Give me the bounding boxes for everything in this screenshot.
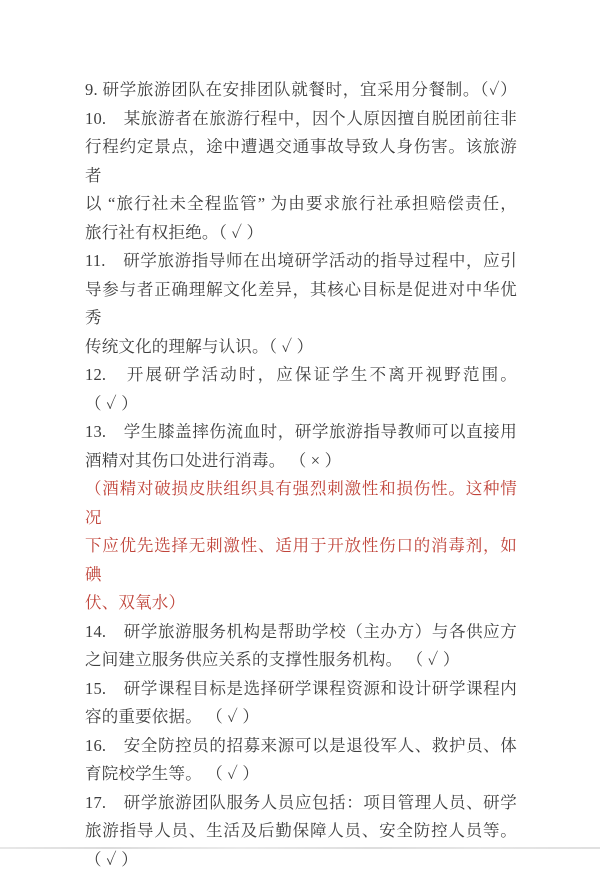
explanation-line-1: （酒精对破损皮肤组织具有强烈刺激性和损伤性。这种情况 [85,475,517,532]
question-line-q11-3: 传统文化的理解与认识。（ ✓ ） [85,333,517,362]
question-line-q15-2: 容的重要依据。 （ ✓ ） [85,703,517,732]
answer-mark-line-q12: （ ✓ ） [85,390,517,419]
question-line-q14-2: 之间建立服务供应关系的支撑性服务机构。 （ ✓ ） [85,646,517,675]
question-line-q12: 12. 开展研学活动时，应保证学生不离开视野范围。 [85,361,517,390]
question-line-q16-1: 16. 安全防控员的招募来源可以是退役军人、救护员、体 [85,732,517,761]
question-line-q17-2: 旅游指导人员、生活及后勤保障人员、安全防控人员等。 [85,817,517,846]
question-line-q10-2: 行程约定景点，途中遭遇交通事故导致人身伤害。该旅游者 [85,133,517,190]
answer-mark-line-q17: （ ✓ ） [85,846,517,874]
question-line-q11-1: 11. 研学旅游指导师在出境研学活动的指导过程中，应引 [85,247,517,276]
explanation-line-3: 伏、双氧水） [85,589,517,618]
question-line-q15-1: 15. 研学课程目标是选择研学课程资源和设计研学课程内 [85,675,517,704]
question-line-q17-1: 17. 研学旅游团队服务人员应包括：项目管理人员、研学 [85,789,517,818]
question-line-q11-2: 导参与者正确理解文化差异，其核心目标是促进对中华优秀 [85,276,517,333]
scan-bottom-edge-artifact [0,847,600,849]
question-line-q13-1: 13. 学生膝盖摔伤流血时，研学旅游指导教师可以直接用 [85,418,517,447]
question-line-q9: 9. 研学旅游团队在安排团队就餐时，宜采用分餐制。（✓） [85,76,517,105]
question-line-q10-1: 10. 某旅游者在旅游行程中，因个人原因擅自脱团前往非 [85,105,517,134]
question-list [85,76,517,874]
question-line-q13-2: 酒精对其伤口处进行消毒。 （ × ） [85,447,517,476]
question-line-q16-2: 育院校学生等。 （ ✓ ） [85,760,517,789]
question-line-q10-3: 以 “旅行社未全程监管” 为由要求旅行社承担赔偿责任， [85,190,517,219]
question-line-q14-1: 14. 研学旅游服务机构是帮助学校（主办方）与各供应方 [85,618,517,647]
question-line-q10-4: 旅行社有权拒绝。（ ✓ ） [85,219,517,248]
explanation-line-2: 下应优先选择无刺激性、适用于开放性伤口的消毒剂，如碘 [85,532,517,589]
